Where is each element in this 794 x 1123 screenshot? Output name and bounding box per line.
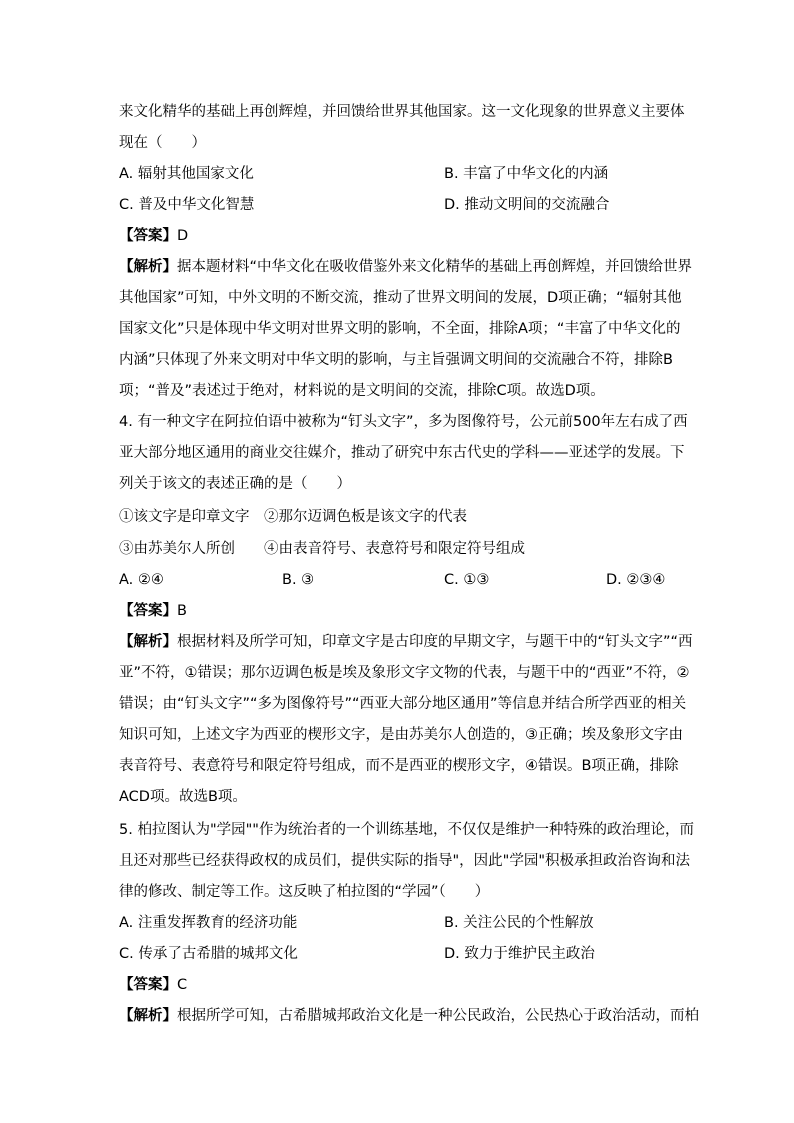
analysis-text: 根据所学可知，古希腊城邦政治文化是一种公民政治，公民热心于政治活动，而柏: [177, 1008, 699, 1024]
q3-analysis-line: 项；“普及”表述过于绝对，材料说的是文明间的交流，排除C项。故选D项。: [119, 383, 605, 399]
analysis-text: 根据材料及所学可知，印章文字是古印度的早期文字，与题干中的“钉头文字”“西: [177, 634, 693, 650]
q5-option-b: B. 关注公民的个性解放: [444, 915, 594, 931]
analysis-text: 据本题材料“中华文化在吸收借鉴外来文化精华的基础上再创辉煌，并回馈给世界: [177, 259, 693, 275]
q4-option-b: B. ③: [282, 572, 315, 588]
q3-option-d: D. 推动文明间的交流融合: [444, 197, 610, 213]
answer-label: 【答案】: [119, 228, 177, 244]
q4-statement-line: ①该文字是印章文字 ②那尔迈调色板是该文字的代表: [119, 509, 467, 525]
q4-stem-line: 列关于该文的表述正确的是（ ）: [119, 476, 351, 492]
q4-answer: [119, 601, 187, 621]
q3-analysis-line: 内涵”只体现了外来文明对中华文明的影响，与主旨强调文明间的交流融合不符，排除B: [119, 352, 673, 368]
q4-analysis-line: ACD项。故选B项。: [119, 789, 247, 805]
analysis-label: 【解析】: [119, 1008, 177, 1024]
answer-label: 【答案】: [119, 977, 177, 993]
analysis-label: 【解析】: [119, 259, 177, 275]
q5-stem-line: 律的修改、制定等工作。这反映了柏拉图的“学园”（ ）: [119, 884, 490, 900]
analysis-label: 【解析】: [119, 634, 177, 650]
q4-analysis-line: 错误；由“钉头文字”“多为图像符号”“西亚大部分地区通用”等信息并结合所学西亚的相关: [119, 696, 687, 712]
q3-analysis-line: [119, 257, 692, 277]
q5-option-a: A. 注重发挥教育的经济功能: [119, 915, 298, 931]
answer-label: 【答案】: [119, 603, 177, 619]
answer-value: D: [177, 228, 189, 244]
q3-option-c: C. 普及中华文化智慧: [119, 197, 255, 213]
q3-stem-line: 来文化精华的基础上再创辉煌，并回馈给世界其他国家。这一文化现象的世界意义主要体: [119, 104, 685, 120]
q4-analysis-line: 表音符号、表意符号和限定符号组成，而不是西亚的楔形文字，④错误。B项正确，排除: [119, 758, 679, 774]
q3-option-b: B. 丰富了中华文化的内涵: [444, 166, 609, 182]
q4-option-c: C. ①③: [444, 572, 490, 588]
q4-stem-line: 4. 有一种文字在阿拉伯语中被称为“钉头文字”，多为图像符号，公元前500年左右成了西: [119, 414, 688, 430]
q4-analysis-line: 亚”不符，①错误；那尔迈调色板是埃及象形文字文物的代表，与题干中的“西亚”不符，②: [119, 665, 690, 681]
q4-option-a: A. ②④: [119, 572, 164, 588]
q5-analysis-line: [119, 1006, 699, 1026]
q4-analysis-line: [119, 632, 693, 652]
q4-stem-line: 亚大部分地区通用的商业交往媒介，推动了研究中东古代史的学科——亚述学的发展。下: [119, 445, 685, 461]
q3-analysis-line: 国家文化”只是体现中华文明对世界文明的影响，不全面，排除A项；“丰富了中华文化的: [119, 321, 681, 337]
q5-answer: [119, 975, 187, 995]
q3-analysis-line: 其他国家”可知，中外文明的不断交流，推动了世界文明间的发展，D项正确；“辐射其他: [119, 290, 682, 306]
q4-option-d: D. ②③④: [606, 572, 666, 588]
answer-value: B: [177, 603, 187, 619]
q4-statement-line: ③由苏美尔人所创 ④由表音符号、表意符号和限定符号组成: [119, 541, 525, 557]
q5-option-c: C. 传承了古希腊的城邦文化: [119, 946, 298, 962]
q5-stem-line: 且还对那些已经获得政权的成员们，提供实际的指导"，因此"学园"积极承担政治咨询和法: [119, 853, 691, 869]
q5-stem-line: 5. 柏拉图认为"学园""作为统治者的一个训练基地，不仅仅是维护一种特殊的政治理论，而: [119, 822, 694, 838]
q3-answer: [119, 226, 188, 246]
q3-option-a: A. 辐射其他国家文化: [119, 166, 254, 182]
q4-analysis-line: 知识可知，上述文字为西亚的楔形文字，是由苏美尔人创造的，③正确；埃及象形文字由: [119, 727, 683, 743]
answer-value: C: [177, 977, 188, 993]
q5-option-d: D. 致力于维护民主政治: [444, 946, 595, 962]
q3-stem-line: 现在（ ）: [119, 135, 206, 151]
